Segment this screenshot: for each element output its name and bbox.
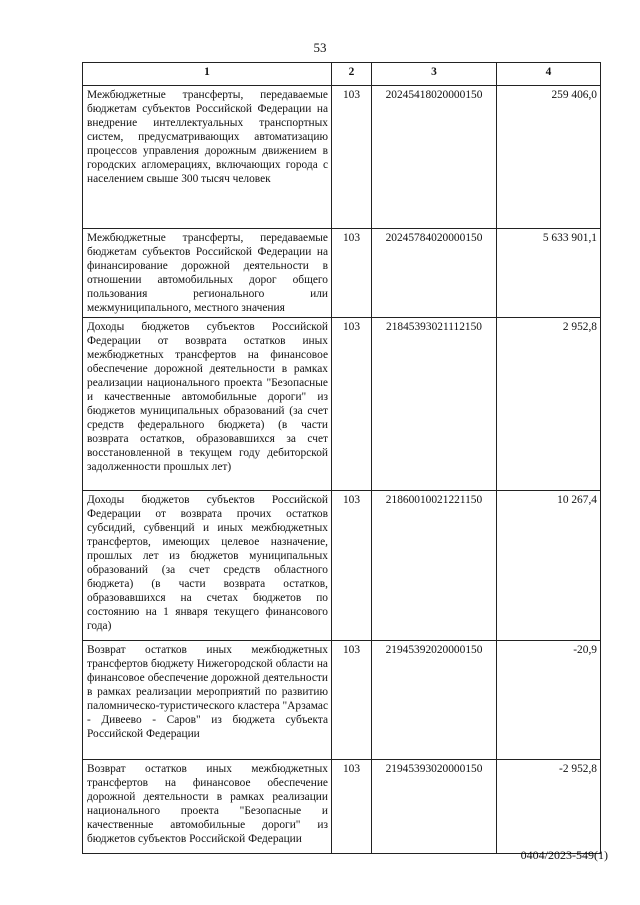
row-amount: -20,9	[497, 641, 601, 760]
row-kbk: 20245784020000150	[372, 229, 497, 318]
column-header-amount: 4	[497, 63, 601, 86]
row-admin-code: 103	[332, 491, 372, 641]
table-row	[83, 229, 601, 318]
row-admin-code: 103	[332, 641, 372, 760]
table-row	[83, 491, 601, 641]
row-kbk: 21845393021112150	[372, 318, 497, 491]
row-admin-code: 103	[332, 760, 372, 854]
row-kbk: 20245418020000150	[372, 86, 497, 229]
table-row	[83, 760, 601, 854]
table-row	[83, 641, 601, 760]
row-description: Возврат остатков иных межбюджетных трансфертов бюджету Нижегородской области на финансовое обеспечение дорожной деятельности в рамках реализации мероприятий по развитию паломническо-туристического кластера "Арзамас - Дивеево - Саров" из бюджета субъекта Российской Федерации	[83, 641, 332, 760]
page-number: 53	[313, 40, 327, 55]
column-header-description: 1	[83, 63, 332, 86]
row-kbk: 21860010021221150	[372, 491, 497, 641]
row-kbk: 21945393020000150	[372, 760, 497, 854]
row-amount: 259 406,0	[497, 86, 601, 229]
row-amount: -2 952,8	[497, 760, 601, 854]
row-description: Доходы бюджетов субъектов Российской Федерации от возврата остатков иных межбюджетных трансфертов на финансовое обеспечение дорожной деятельности в рамках реализации национального проекта "Безопасные и качественные автомобильные дороги" из бюджетов муниципальных образований (за счет средств федерального бюджета) (в части возврата остатков, образовавшихся за счет восстановленной в текущем году дебиторской задолженности прошлых лет)	[83, 318, 332, 491]
document-number: 0404/2023-549(1)	[520, 848, 608, 862]
row-description: Межбюджетные трансферты, передаваемые бюджетам субъектов Российской Федерации на финансирование дорожной деятельности в отношении автомобильных дорог общего пользования регионального или межмуниципального, местного значения	[83, 229, 332, 318]
row-amount: 10 267,4	[497, 491, 601, 641]
table-row	[83, 318, 601, 491]
row-amount: 2 952,8	[497, 318, 601, 491]
row-description: Возврат остатков иных межбюджетных трансфертов на финансовое обеспечение дорожной деятельности в рамках реализации национального проекта "Безопасные и качественные автомобильные дороги" из бюджетов субъектов Российской Федерации	[83, 760, 332, 854]
row-kbk: 21945392020000150	[372, 641, 497, 760]
row-admin-code: 103	[332, 318, 372, 491]
table-row	[83, 86, 601, 229]
column-header-admin-code: 2	[332, 63, 372, 86]
row-description: Доходы бюджетов субъектов Российской Федерации от возврата прочих остатков субсидий, субвенций и иных межбюджетных трансфертов, имеющих целевое назначение, прошлых лет из бюджетов муниципальных образований (за счет средств областного бюджета) (в части возврата остатков, образовавшихся на счетах бюджетов по состоянию на 1 января текущего финансового года)	[83, 491, 332, 641]
table-header-row	[83, 63, 601, 86]
column-header-kbk: 3	[372, 63, 497, 86]
budget-table	[82, 62, 601, 854]
row-description: Межбюджетные трансферты, передаваемые бюджетам субъектов Российской Федерации на внедрение интеллектуальных транспортных систем, предусматривающих автоматизацию процессов управления дорожным движением в городских агломерациях, включающих города с населением свыше 300 тысяч человек	[83, 86, 332, 229]
row-amount: 5 633 901,1	[497, 229, 601, 318]
row-admin-code: 103	[332, 229, 372, 318]
row-admin-code: 103	[332, 86, 372, 229]
